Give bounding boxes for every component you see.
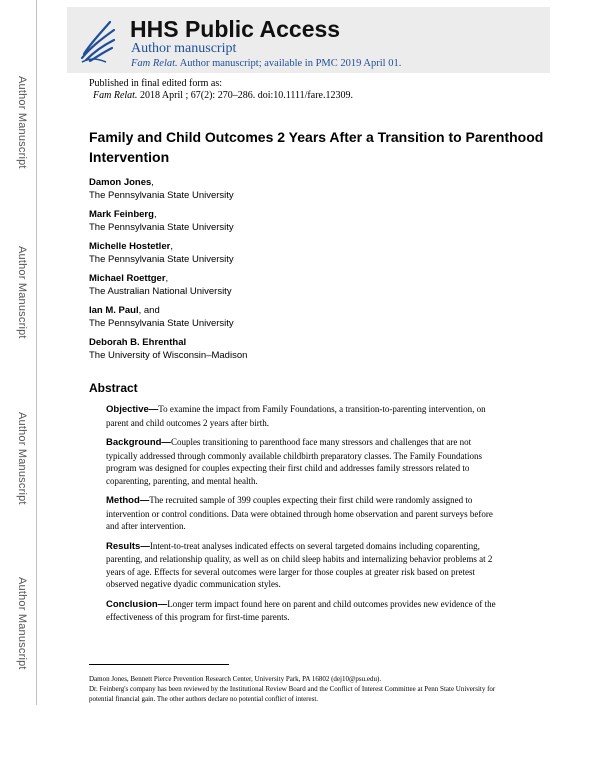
abstract-background: Background—Couples transitioning to parenthood face many stressors and challenges that are not typically addressed through commonly available childbirth preparatory classes. The Family Foundations program was designed for couples expecting their first child and addresses family stressors related to coparenting, parenting, and mental health.: [106, 437, 482, 486]
abstract-body: [106, 403, 498, 631]
footnote-conflict: Dr. Feinberg's company has been reviewed by the Institutional Review Board and the Conflict of Interest Committee at Penn State University for potential financial gain. The other authors declare no potential conflict of interest.: [89, 685, 496, 703]
abstract-results: Results—Intent-to-treat analyses indicated effects on several targeted domains including coparenting, parenting, and relationship quality, as well as on child sleep habits and internalizing behavior problems at 2 years of age. Effects for several outcomes were larger for those couples at greater risk based on pretest observed negative dyadic communication styles.: [106, 540, 493, 589]
hhs-eagle-logo-icon: [76, 14, 118, 66]
abstract-conclusion: Conclusion—Longer term impact found here on parent and child outcomes provides new evidence of the effectiveness of this program for first-time parents.: [106, 598, 496, 622]
author-entry: Ian M. Paul, and The Pennsylvania State University: [89, 305, 234, 329]
author-affiliation: The Pennsylvania State University: [89, 190, 234, 201]
author-name: Michelle Hostetler: [89, 241, 171, 252]
abstract-method: Method—The recruited sample of 399 couples expecting their first child were randomly assigned to intervention or control conditions. Data were obtained through home observation and parent surveys before and after intervention.: [106, 495, 493, 531]
author-affiliation: The Pennsylvania State University: [89, 318, 234, 329]
published-label: Published in final edited form as:: [89, 78, 223, 89]
journal-availability-line: Fam Relat. Author manuscript; available in PMC 2019 April 01.: [131, 58, 402, 69]
author-affiliation: The Pennsylvania State University: [89, 254, 234, 265]
citation: Fam Relat. 2018 April ; 67(2): 270–286. doi:10.1111/fare.12309.: [93, 90, 353, 101]
author-affiliation: The Australian National University: [89, 286, 232, 297]
author-name: Michael Roettger: [89, 273, 166, 284]
author-affiliation: The University of Wisconsin–Madison: [89, 350, 248, 361]
author-name: Damon Jones: [89, 177, 152, 188]
author-entry: Mark Feinberg, The Pennsylvania State University: [89, 209, 234, 233]
side-label-author-manuscript: Author Manuscript: [16, 245, 28, 339]
side-label-author-manuscript: Author Manuscript: [16, 576, 28, 670]
footnote-correspondence: Damon Jones, Bennett Pierce Prevention Research Center, University Park, PA 16802 (dej10@psu.edu).: [89, 675, 382, 683]
author-entry: Michael Roettger, The Australian National University: [89, 273, 232, 297]
author-list: [89, 176, 559, 368]
author-name: Mark Feinberg: [89, 209, 154, 220]
article-title: Family and Child Outcomes 2 Years After a Transition to Parenthood Intervention: [89, 129, 544, 165]
abstract-heading: Abstract: [89, 381, 138, 395]
abstract-objective: Objective—To examine the impact from Family Foundations, a transition-to-parenting intervention, on parent and child outcomes 2 years after birth.: [106, 404, 486, 428]
author-entry: Michelle Hostetler, The Pennsylvania State University: [89, 241, 234, 265]
side-rail: [36, 0, 37, 705]
side-label-author-manuscript: Author Manuscript: [16, 411, 28, 505]
publication-info: [89, 78, 353, 102]
author-name: Deborah B. Ehrenthal: [89, 337, 187, 348]
footnote-divider: [89, 664, 229, 665]
side-label-author-manuscript: Author Manuscript: [16, 75, 28, 169]
footnotes: [89, 674, 509, 704]
journal-abbrev: Fam Relat.: [131, 58, 178, 69]
author-affiliation: The Pennsylvania State University: [89, 222, 234, 233]
author-entry: Damon Jones, The Pennsylvania State University: [89, 177, 234, 201]
author-name: Ian M. Paul: [89, 305, 139, 316]
author-entry: [89, 336, 559, 362]
hhs-public-access-title: HHS Public Access: [130, 16, 341, 42]
author-manuscript-label: Author manuscript: [131, 41, 237, 56]
